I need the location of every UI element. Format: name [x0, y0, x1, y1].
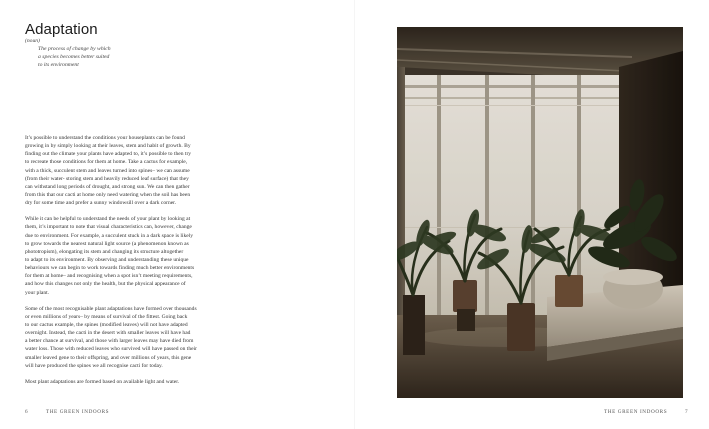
text-line: for them at home– and recognising when a spot isn’t meeting requirements, [25, 273, 193, 280]
entry-title: Adaptation [25, 21, 98, 38]
text-line: (from their water- storing stem and heavily reduced leaf surface) that they [25, 175, 189, 182]
running-title: THE GREEN INDOORS [604, 409, 668, 415]
text-line: your plant. [25, 289, 50, 296]
paragraph [25, 378, 250, 386]
text-line: to adapt to its environment. By observing and understanding these unique [25, 256, 189, 263]
text-line: them, it’s important to note that visual characteristics can, however, change [25, 224, 192, 231]
page-gutter [354, 0, 355, 429]
right-folio [604, 409, 688, 415]
text-line: to our cactus example, the spines (modified leaves) will not have adapted [25, 321, 188, 328]
left-folio [25, 409, 109, 415]
text-line: While it can be helpful to understand the needs of your plant by looking at [25, 216, 191, 223]
running-title: THE GREEN INDOORS [45, 409, 110, 415]
text-line: from this that our cacti at home only need watering when the soil has been [25, 192, 191, 199]
text-line: finding out the climate your plants have adapted to, it’s possible to then try [25, 151, 192, 158]
text-line: dry for some time and prefer a sunny windowsill over a dark corner. [25, 200, 177, 207]
page-number: 6 [25, 409, 29, 415]
page-number: 7 [685, 409, 689, 415]
text-line: Most plant adaptations are formed based on available light and water. [25, 378, 180, 385]
body-text [25, 134, 250, 394]
paragraph [25, 134, 250, 207]
text-line: can withstand long periods of drought, and strong sun. We can then gather [25, 183, 190, 190]
definition-line: to its environment [38, 62, 79, 69]
text-line: to grow towards the nearest natural light source (a phenomenon known as [25, 240, 189, 247]
paragraph [25, 305, 250, 370]
text-line: and how this changes not only the health, but the physical appearance of [25, 281, 186, 288]
part-of-speech: (noun) [25, 38, 40, 44]
text-line: growing in by simply looking at their leaves, stem and habit of growth. By [25, 143, 191, 150]
text-line: due to environment. For example, a succulent stuck in a dark space is likely [25, 232, 194, 239]
definition-line: a species becomes better suited [38, 54, 110, 61]
text-line: or even millions of years– by means of survival of the fittest. Going back [25, 313, 188, 320]
text-line: smaller leaved gene to their offspring, and over millions of years, this gene [25, 354, 192, 361]
photo-illustration [397, 27, 683, 398]
text-line: will have produced the spines we all recognise cacti for today. [25, 362, 163, 369]
text-line: phototropism), elongating its stem and changing its structure altogether [25, 248, 184, 255]
text-line: a better chance at survival, and those with larger leaves may have died from [25, 338, 194, 345]
text-line: behaviours we can begin to work towards finding much better environments [25, 265, 195, 272]
definition [38, 45, 148, 69]
text-line: with a thick, succulent stem and leaves turned into spines– we can assume [25, 167, 190, 174]
text-line: to recreate those conditions for them at home. Take a cactus for example, [25, 159, 188, 166]
paragraph [25, 215, 250, 297]
plant-photo [397, 27, 683, 398]
text-line: It’s possible to understand the conditions your houseplants can be found [25, 135, 185, 141]
text-line: water loss. Those with reduced leaves who survived will have passed on their [25, 346, 197, 353]
text-line: overnight. Instead, the cacti in the desert with smaller leaves will have had [25, 330, 191, 337]
definition-line: The process of change by which [38, 46, 111, 52]
text-line: Some of the most recognisable plant adaptations have formed over thousands [25, 305, 197, 312]
